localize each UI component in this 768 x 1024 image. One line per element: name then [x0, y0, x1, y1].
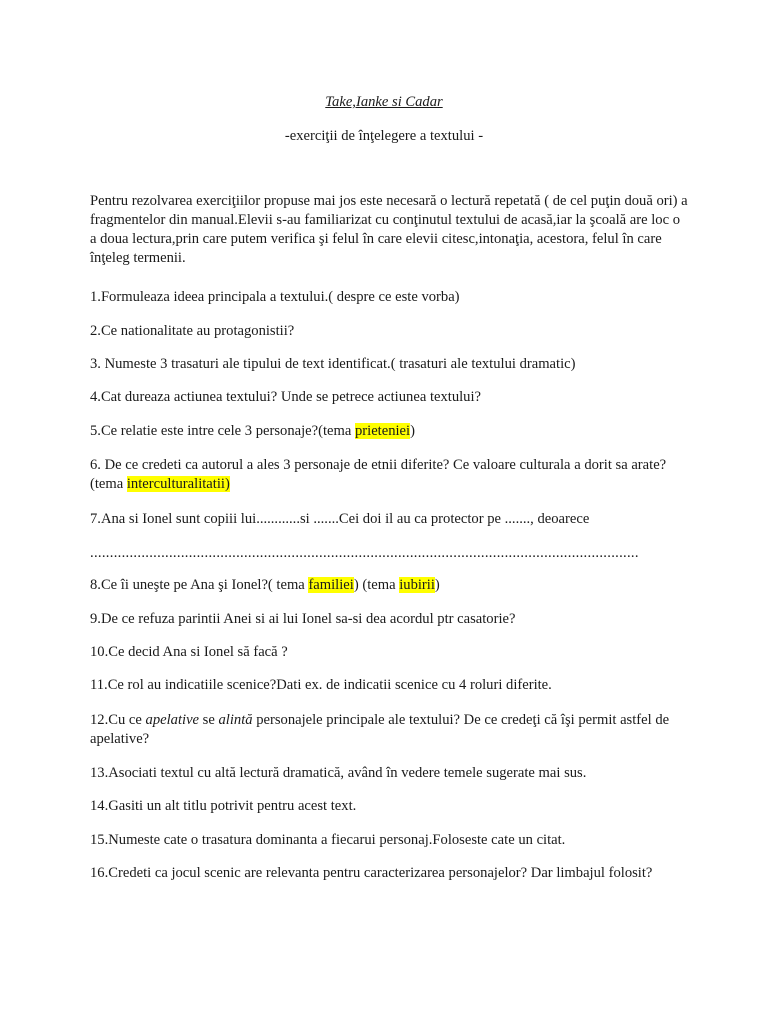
question-9: 9.De ce refuza parintii Anei si ai lui Ionel sa-si dea acordul ptr casatorie?: [90, 611, 516, 627]
question-5: [90, 422, 690, 441]
question-4: 4.Cat dureaza actiunea textului? Unde se petrece actiunea textului?: [90, 389, 482, 405]
question-3: 3. Numeste 3 trasaturi ale tipului de text identificat.( trasaturi ale textului dramatic): [90, 356, 576, 372]
question-5-end: ): [410, 423, 415, 439]
highlight-prieteniei: prieteniei: [354, 423, 411, 439]
question-16: 16.Credeti ca jocul scenic are relevanta pentru caracterizarea personajelor? Dar limbajul folosit?: [90, 865, 653, 881]
question-10: 10.Ce decid Ana si Ionel să facă ?: [90, 644, 288, 660]
question-13: 13.Asociati textul cu altă lectură dramatică, având în vedere temele sugerate mai sus.: [90, 765, 587, 781]
question-12-part1: 12.Cu ce: [90, 712, 146, 728]
question-12: [90, 711, 690, 749]
document-title: Take,Ianke si Cadar: [325, 94, 443, 110]
question-11: 11.Ce rol au indicatiile scenice?Dati ex. de indicatii scenice cu 4 roluri diferite.: [90, 677, 552, 693]
question-1: 1.Formuleaza ideea principala a textului.( despre ce este vorba): [90, 289, 460, 305]
question-8-text: 8.Ce îi uneşte pe Ana şi Ionel?( tema: [90, 577, 309, 593]
question-2: 2.Ce nationalitate au protagonistii?: [90, 323, 295, 339]
question-12-alinta: alintă: [218, 712, 253, 728]
question-5-text: 5.Ce relatie este intre cele 3 personaje?(tema: [90, 423, 355, 439]
highlight-iubirii: iubirii: [399, 577, 435, 593]
question-12-part3: personajele principale ale textului? De ce credeţi că îşi permit astfel de apelative?: [90, 712, 670, 747]
highlight-familiei: familiei: [308, 577, 354, 593]
question-15: 15.Numeste cate o trasatura dominanta a fiecarui personaj.Foloseste cate un citat.: [90, 832, 566, 848]
question-12-part2: se: [199, 712, 219, 728]
question-12-apelative: apelative: [145, 712, 200, 728]
question-7-answer-line: ...........................................................................................................................................: [90, 545, 639, 561]
question-8: [90, 576, 690, 595]
question-6-text: 6. De ce credeti ca autorul a ales 3 personaje de etnii diferite? Ce valoare culturala a dorit sa arate? (tema: [90, 457, 667, 492]
question-6: [90, 456, 690, 494]
question-8-end: ): [434, 577, 440, 593]
intro-paragraph: Pentru rezolvarea exerciţiilor propuse mai jos este necesară o lectură repetată ( de cel puţin două ori) a fragmentelor din manual.Elevii s-au familiarizat cu conţinutul textului de acasă,iar la şcoală are loc o a doua lectura,prin care putem verifica şi felul în care elevii citesc,intonaţia, acestora, felul în care înţeleg termenii.: [90, 193, 688, 266]
document-subtitle: -exerciţii de înţelegere a textului -: [284, 128, 484, 144]
question-14: 14.Gasiti un alt titlu potrivit pentru acest text.: [90, 798, 357, 814]
question-7: 7.Ana si Ionel sunt copiii lui............si .......Cei doi il au ca protector pe ......., deoarece: [90, 511, 590, 527]
question-8-middle: ) (tema: [353, 577, 400, 593]
highlight-interculturalitatii: interculturalitatii): [126, 476, 230, 492]
